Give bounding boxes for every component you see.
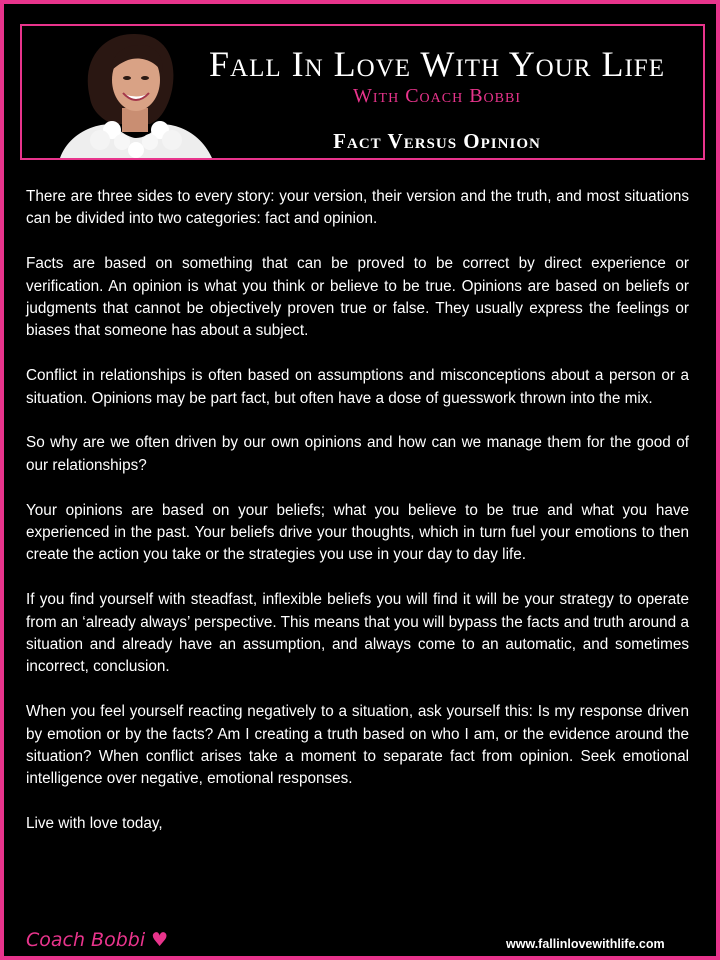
- coach-signature: [26, 928, 168, 952]
- article-body: [26, 186, 689, 858]
- heart-icon: ♥: [151, 929, 169, 951]
- paragraph: So why are we often driven by our own opinions and how can we manage them for the good of our relationships?: [26, 434, 689, 474]
- paragraph: Conflict in relationships is often based on assumptions and misconceptions about a person or a situation. Opinions may be part fact, but often have a dose of guesswork thrown into the mix.: [26, 367, 689, 407]
- paragraph: There are three sides to every story: your version, their version and the truth, and most situations can be divided into two categories: fact and opinion.: [26, 188, 689, 228]
- paragraph: Your opinions are based on your beliefs; what you believe to be true and what you have experienced in the past. Your beliefs drive your thoughts, which in turn fuel your emotions to then create the action you take or the strategies you use in your day to day life.: [26, 501, 689, 564]
- signature-text: Coach Bobbi: [26, 929, 146, 951]
- header-banner: [20, 24, 705, 160]
- website-url: www.fallinlovewithlife.com: [506, 937, 665, 951]
- banner-subtitle: With Coach Bobbi: [353, 85, 521, 107]
- closing-line: Live with love today,: [26, 815, 163, 833]
- paragraph: Facts are based on something that can be proved to be correct by direct experience or verification. An opinion is what you think or believe to be true. Opinions are based on beliefs or judgments that cannot be objectively proven true or false. They usually express the feelings or biases that someone has about a subject.: [26, 255, 689, 340]
- paragraph: When you feel yourself reacting negatively to a situation, ask yourself this: Is my response driven by emotion or by the facts? Am I creating a truth based on who I am, or the evidence around the situation? When conflict arises take a moment to separate fact from opinion. Seek emotional intelligence over negative, emotional responses.: [26, 703, 689, 788]
- paragraph: If you find yourself with steadfast, inflexible beliefs you will find it will be your strategy to operate from an ‘already always’ perspective. This means that you will bypass the facts and truth around a situation and already have an assumption, and always come to an automatic, and sometimes incorrect, conclusion.: [26, 591, 689, 676]
- banner-title: Fall In Love With Your Life: [209, 44, 665, 84]
- article-title: Fact Versus Opinion: [333, 129, 541, 153]
